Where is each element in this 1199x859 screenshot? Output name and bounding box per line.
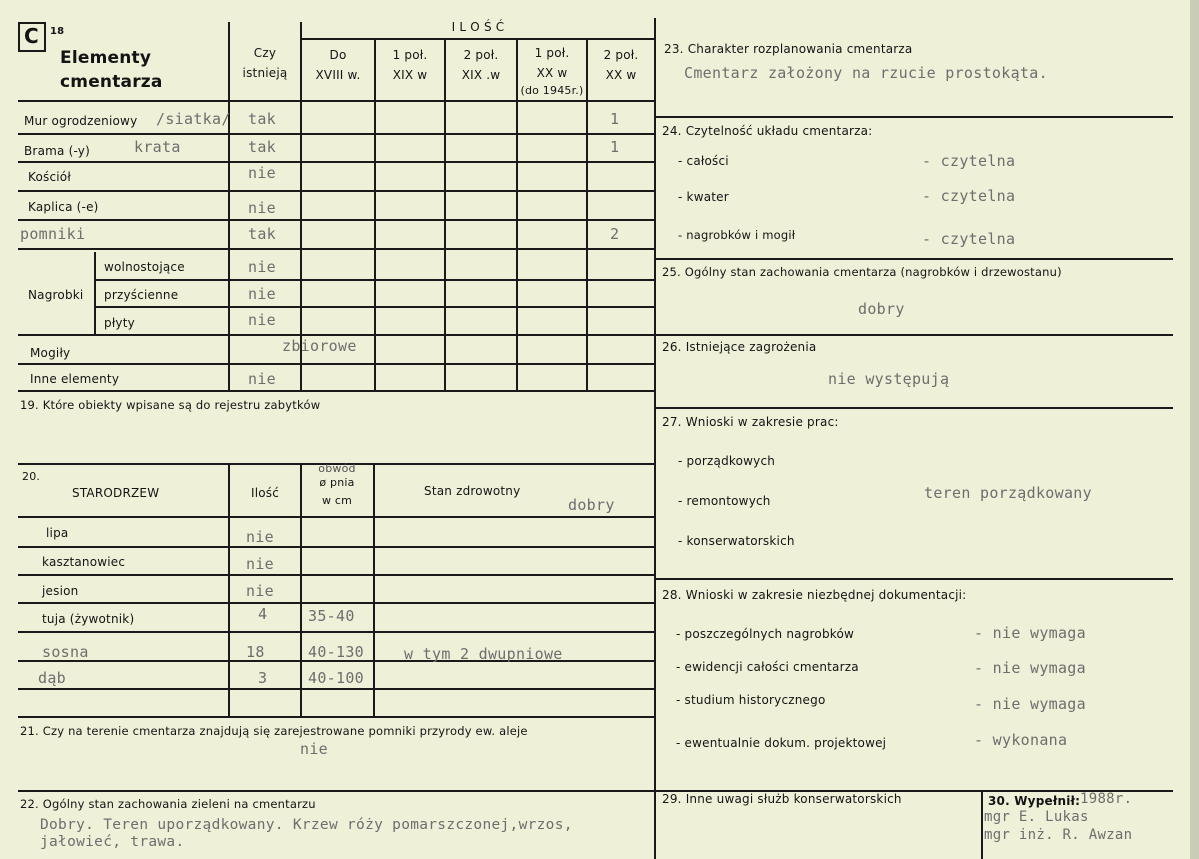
period-label: XX w bbox=[536, 66, 568, 80]
col-exists-2: istnieją bbox=[242, 66, 288, 80]
tree-name: jesion bbox=[42, 584, 79, 598]
tree-qty: 18 bbox=[246, 643, 265, 661]
tree-qty: nie bbox=[246, 582, 274, 600]
col-line bbox=[444, 40, 446, 390]
s28-item: - poszczególnych nagrobków bbox=[676, 627, 855, 641]
s24-value: - czytelna bbox=[922, 152, 1016, 170]
s27-item: - porządkowych bbox=[678, 454, 776, 468]
tree-name: sosna bbox=[42, 643, 89, 661]
s20-col-circ: ø pnia bbox=[319, 476, 355, 489]
row-line bbox=[94, 306, 654, 308]
tree-qty: 3 bbox=[258, 669, 268, 687]
col-line bbox=[981, 790, 983, 859]
row-line bbox=[18, 100, 654, 102]
row-exists: tak bbox=[248, 225, 276, 243]
row-count: 1 bbox=[610, 110, 620, 128]
period-label: 1 poł. bbox=[392, 48, 428, 62]
period-label: XIX .w bbox=[461, 68, 501, 82]
row-count: 2 bbox=[610, 225, 620, 243]
period-label: 2 poł. bbox=[603, 48, 639, 62]
row-line bbox=[18, 631, 654, 633]
s28-value: - nie wymaga bbox=[974, 695, 1086, 713]
tombstone-type: płyty bbox=[104, 316, 135, 330]
card-code: C bbox=[24, 24, 39, 48]
tree-name: dąb bbox=[38, 669, 66, 687]
s30-person2: mgr inż. R. Awzan bbox=[984, 827, 1133, 843]
row-label: Kaplica (-e) bbox=[28, 200, 99, 214]
col-line bbox=[373, 463, 375, 716]
col-line bbox=[94, 252, 96, 336]
period-label: (do 1945r.) bbox=[520, 84, 584, 97]
row-line bbox=[654, 578, 1173, 580]
s26-value: nie występują bbox=[828, 370, 950, 388]
s22-label: 22. Ogólny stan zachowania zieleni na cmentarzu bbox=[20, 797, 316, 811]
s19-label: 19. Które obiekty wpisane są do rejestru zabytków bbox=[20, 398, 321, 412]
row-line bbox=[300, 38, 654, 40]
row-line bbox=[18, 219, 654, 221]
s28-label: 28. Wnioski w zakresie niezbędnej dokumentacji: bbox=[662, 588, 967, 602]
s28-item: - ewidencji całości cmentarza bbox=[676, 660, 859, 674]
s20-number: 20. bbox=[22, 470, 41, 483]
s20-col-circ: w cm bbox=[321, 494, 353, 507]
row-extra: pomniki bbox=[20, 225, 86, 243]
s27-label: 27. Wnioski w zakresie prac: bbox=[662, 415, 839, 429]
s20-health-value: dobry bbox=[568, 496, 615, 514]
col-line bbox=[374, 40, 376, 390]
s20-col-qty: Ilość bbox=[250, 486, 280, 500]
s24-label: 24. Czytelność układu cmentarza: bbox=[662, 124, 873, 138]
col-line bbox=[228, 463, 230, 716]
s24-item: - całości bbox=[678, 154, 729, 168]
period-label: Do bbox=[329, 48, 347, 62]
s30-label: 30. Wypełnił: bbox=[988, 794, 1081, 808]
other-value: nie bbox=[248, 370, 276, 388]
tombstone-type: przyścienne bbox=[104, 288, 179, 302]
row-label: Brama (-y) bbox=[24, 144, 90, 158]
card-edge bbox=[1190, 0, 1199, 859]
s24-item: - kwater bbox=[678, 190, 729, 204]
s25-label: 25. Ogólny stan zachowania cmentarza (nagrobków i drzewostanu) bbox=[662, 265, 1062, 279]
row-line bbox=[18, 716, 654, 718]
tree-circ: 40-100 bbox=[308, 669, 364, 687]
s30-year: 1988r. bbox=[1080, 791, 1133, 807]
row-line bbox=[18, 516, 654, 518]
tree-note: w tym 2 dwupniowe bbox=[404, 645, 563, 663]
s22-line1: Dobry. Teren uporządkowany. Krzew róży pomarszczonej,wrzos, bbox=[40, 817, 573, 833]
row-line bbox=[18, 390, 654, 392]
period-label: XX w bbox=[605, 68, 637, 82]
s26-label: 26. Istniejące zagrożenia bbox=[662, 340, 817, 354]
row-extra: krata bbox=[134, 138, 181, 156]
tree-qty: 4 bbox=[258, 605, 268, 623]
row-line bbox=[18, 363, 654, 365]
row-extra: /siatka/ bbox=[156, 110, 231, 128]
graves-label: Mogiły bbox=[30, 346, 71, 360]
s21-label: 21. Czy na terenie cmentarza znajdują się zarejestrowane pomniki przyrody ew. aleje bbox=[20, 724, 528, 738]
s30-person1: mgr E. Lukas bbox=[984, 809, 1089, 825]
row-line bbox=[94, 279, 654, 281]
tree-name: lipa bbox=[46, 526, 69, 540]
s27-value: teren porządkowany bbox=[924, 484, 1092, 502]
row-line bbox=[654, 258, 1173, 260]
elements-title-1: Elementy bbox=[60, 48, 152, 68]
tombstone-exists: nie bbox=[248, 258, 276, 276]
period-label: 1 poł. bbox=[534, 46, 570, 60]
s28-item: - studium historycznego bbox=[676, 693, 826, 707]
s28-value: - nie wymaga bbox=[974, 624, 1086, 642]
row-exists: tak bbox=[248, 110, 276, 128]
row-label: Kościół bbox=[28, 170, 71, 184]
s20-col-tree: STARODRZEW bbox=[72, 486, 160, 500]
tree-qty: nie bbox=[246, 528, 274, 546]
row-line bbox=[18, 574, 654, 576]
row-label: Mur ogrodzeniowy bbox=[24, 114, 138, 128]
quantity-header: I L O Ś Ć bbox=[451, 20, 505, 34]
row-line bbox=[18, 190, 654, 192]
elements-title-2: cmentarza bbox=[60, 72, 163, 92]
tree-circ: 35-40 bbox=[308, 607, 355, 625]
row-exists: tak bbox=[248, 138, 276, 156]
s29-label: 29. Inne uwagi służb konserwatorskich bbox=[662, 792, 902, 806]
row-line bbox=[18, 248, 654, 250]
period-label: XVIII w. bbox=[315, 68, 361, 82]
row-line bbox=[18, 602, 654, 604]
tree-circ: 40-130 bbox=[308, 643, 364, 661]
s27-item: - remontowych bbox=[678, 494, 771, 508]
col-exists-1: Czy bbox=[253, 46, 277, 60]
row-line bbox=[18, 790, 1173, 792]
s24-value: - czytelna bbox=[922, 187, 1016, 205]
row-line bbox=[18, 161, 654, 163]
row-line bbox=[654, 407, 1173, 409]
row-line bbox=[18, 133, 654, 135]
tombstone-type: wolnostojące bbox=[104, 260, 185, 274]
row-count: 1 bbox=[610, 138, 620, 156]
s20-col-circ: obwód bbox=[318, 462, 356, 475]
s20-col-health: Stan zdrowotny bbox=[424, 484, 521, 498]
s22-line2: jałowieć, trawa. bbox=[40, 834, 185, 850]
s23-label: 23. Charakter rozplanowania cmentarza bbox=[664, 42, 913, 56]
divider-29 bbox=[654, 790, 656, 859]
s25-value: dobry bbox=[858, 300, 905, 318]
row-line bbox=[18, 546, 654, 548]
row-line bbox=[654, 116, 1173, 118]
card-center-divider bbox=[654, 18, 656, 790]
card-number: 18 bbox=[50, 26, 65, 37]
graves-value: zbiorowe bbox=[282, 337, 357, 355]
col-line bbox=[586, 40, 588, 390]
s28-value: - nie wymaga bbox=[974, 659, 1086, 677]
row-exists: nie bbox=[248, 164, 276, 182]
tree-qty: nie bbox=[246, 555, 274, 573]
s23-value: Cmentarz założony na rzucie prostokąta. bbox=[684, 64, 1048, 82]
tombstones-label: Nagrobki bbox=[28, 288, 84, 302]
row-line bbox=[18, 688, 654, 690]
other-label: Inne elementy bbox=[30, 372, 120, 386]
row-line bbox=[654, 334, 1173, 336]
s28-value: - wykonana bbox=[974, 731, 1068, 749]
row-exists: nie bbox=[248, 199, 276, 217]
s28-item: - ewentualnie dokum. projektowej bbox=[676, 736, 887, 750]
tree-name: kasztanowiec bbox=[42, 555, 126, 569]
row-line bbox=[18, 334, 654, 336]
s21-value: nie bbox=[300, 740, 328, 758]
tombstone-exists: nie bbox=[248, 311, 276, 329]
period-label: XIX w bbox=[392, 68, 428, 82]
period-label: 2 poł. bbox=[463, 48, 499, 62]
s24-item: - nagrobków i mogił bbox=[678, 228, 796, 242]
tombstone-exists: nie bbox=[248, 285, 276, 303]
s27-item: - konserwatorskich bbox=[678, 534, 795, 548]
s24-value: - czytelna bbox=[922, 230, 1016, 248]
tree-name: tuja (żywotnik) bbox=[42, 612, 135, 626]
